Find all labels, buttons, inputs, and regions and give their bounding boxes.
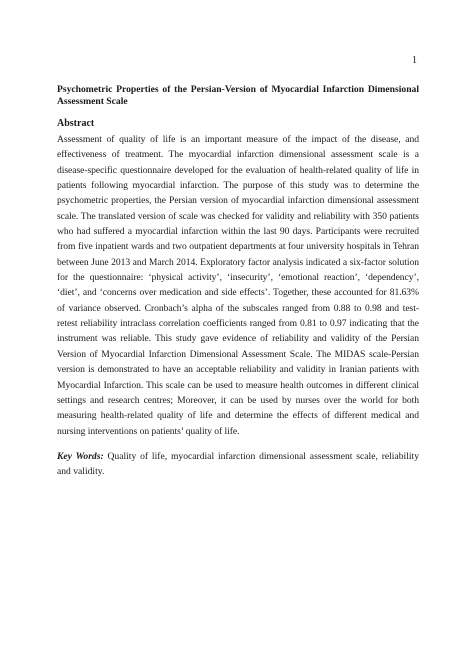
paper-content — [57, 84, 419, 480]
keywords-text: Quality of life, myocardial infarction dimensional assessment scale, reliability and validity. — [57, 450, 419, 478]
paper-title: Psychometric Properties of the Persian-Version of Myocardial Infarction Dimensional Assessment Scale — [57, 84, 419, 107]
keywords-label: Key Words: — [57, 450, 104, 462]
keywords-paragraph — [57, 449, 419, 480]
abstract-heading: Abstract — [57, 118, 95, 129]
abstract-body: Assessment of quality of life is an important measure of the impact of the disease, and effectiveness of treatment. The myocardial infarction dimensional assessment scale is a disease-specific questionnaire developed for the evaluation of health-related quality of life in patients following myocardial infarction. The purpose of this study was to determine the psychometric properties, the Persian version of myocardial infarction dimensional assessment scale. The translated version of scale was checked for validity and reliability with 350 patients who had suffered a myocardial infarction within the last 90 days. Participants were recruited from five inpatient wards and two outpatient departments at four university hospitals in Tehran between June 2013 and March 2014. Exploratory factor analysis indicated a six-factor solution for the questionnaire: ‘physical activity’, ‘insecurity’, ‘emotional reaction’, ‘dependency’, ‘diet’, and ‘concerns over medication and side effects’. Together, these accounted for 81.63% of variance observed. Cronbach’s alpha of the subscales ranged from 0.88 to 0.98 and test-retest reliability intraclass correlation coefficients ranged from 0.81 to 0.97 indicating that the instrument was reliable. This study gave evidence of reliability and validity of the Persian Version of Myocardial Infarction Dimensional Assessment Scale. The MIDAS scale-Persian version is demonstrated to have an acceptable reliability and validity in Iranian patients with Myocardial Infarction. This scale can be used to measure health outcomes in different clinical settings and research centres; Moreover, it can be used by nurses over the world for both measuring health-related quality of life and determine the effects of different medical and nursing interventions on patients’ quality of life. — [57, 134, 419, 437]
page-number: 1 — [412, 55, 417, 66]
